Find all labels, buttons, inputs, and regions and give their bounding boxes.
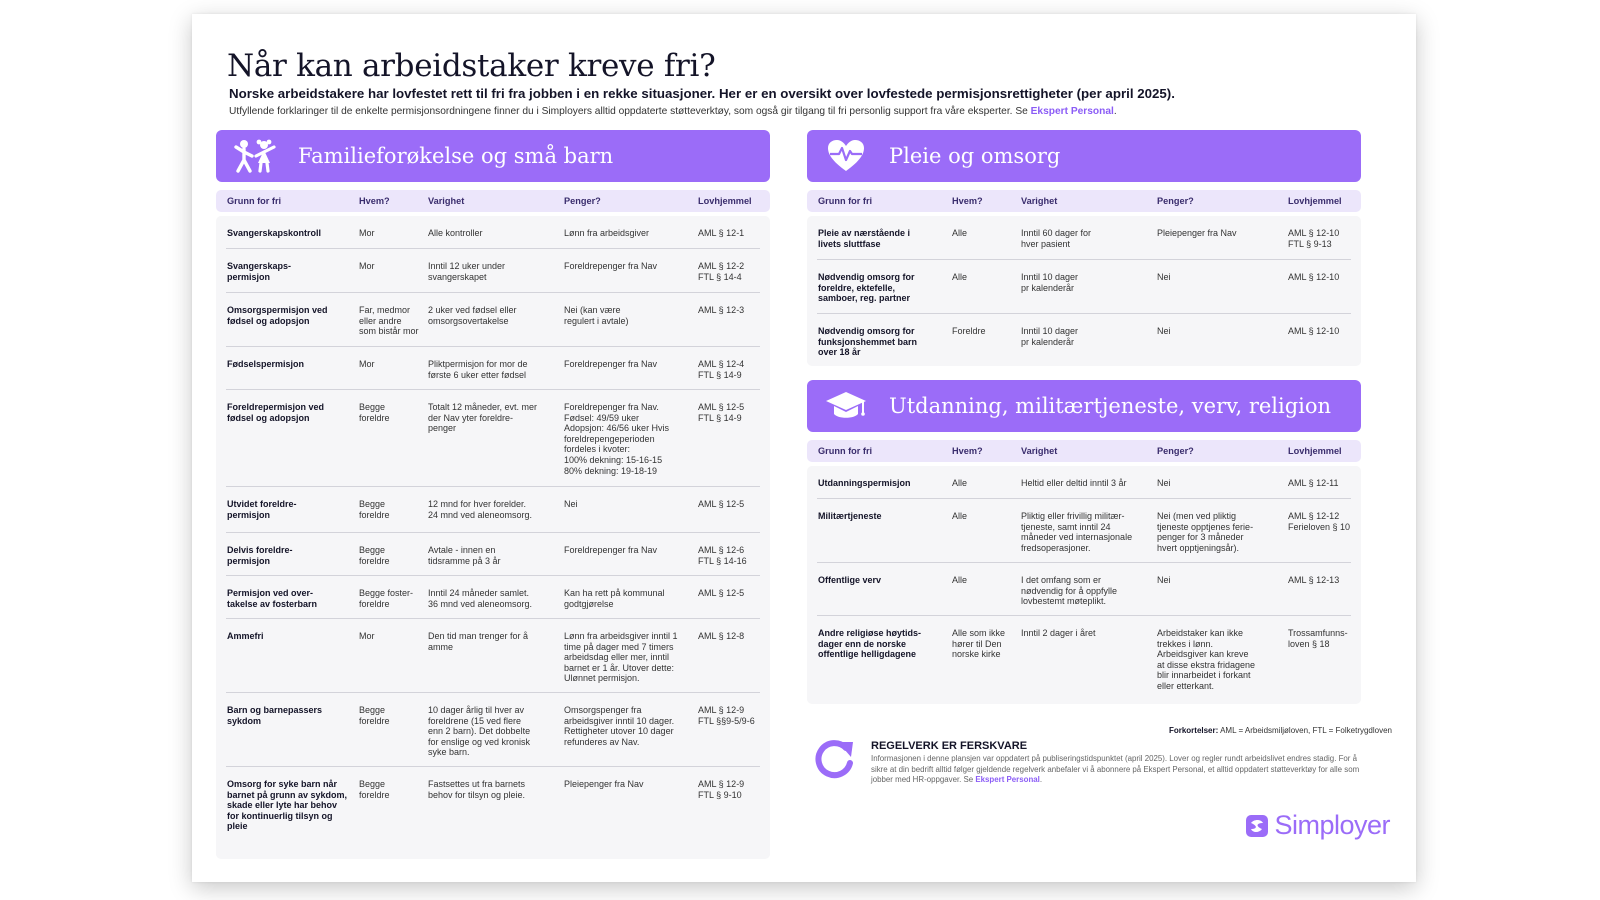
cell-reason: Barn og barnepassers sykdom xyxy=(227,705,323,726)
cell-law: AML § 12-1 xyxy=(698,228,745,238)
cell-duration: 12 mnd for hver forelder. 24 mnd ved aleneomsorg. xyxy=(428,499,533,520)
graduation-cap-icon xyxy=(821,386,871,426)
cell-who: Far, medmor eller andre som bistår mor xyxy=(359,305,419,337)
cell-reason: Fødselspermisjon xyxy=(227,359,305,369)
cell-law: AML § 12-5 xyxy=(698,588,745,598)
family-icon xyxy=(230,136,280,176)
cell-reason: Permisjon ved over- takelse av fosterbarn xyxy=(227,588,318,609)
simployer-logo[interactable] xyxy=(1246,810,1390,841)
col-who: Hvem? xyxy=(952,446,983,456)
section-title-education: Utdanning, militærtjeneste, verv, religion xyxy=(889,394,1332,418)
cell-who: Alle xyxy=(952,478,968,488)
cell-reason: Andre religiøse høytids- dager enn de norske offentlige helligdagene xyxy=(818,628,922,660)
section-band-care xyxy=(807,130,1361,182)
brand-name: Simployer xyxy=(1274,810,1390,840)
cell-money: Kan ha rett på kommunal godtgjørelse xyxy=(564,588,665,609)
table-header-education xyxy=(807,440,1361,462)
cell-reason: Militærtjeneste xyxy=(818,511,882,521)
cell-who: Alle xyxy=(952,228,968,238)
col-reason: Grunn for fri xyxy=(818,446,873,456)
update-text xyxy=(871,754,1361,786)
page-subtitle: Norske arbeidstakere har lovfestet rett til fri fra jobben i en rekke situasjoner. Her er en oversikt over lovfestede permisjonsrettigheter (per april 2025). xyxy=(229,86,1175,101)
cell-who: Alle xyxy=(952,272,968,282)
cell-duration: Totalt 12 måneder, evt. mer der Nav yter foreldre- penger xyxy=(428,402,538,434)
table-header-family xyxy=(216,190,770,212)
table-row xyxy=(817,466,1351,499)
table-row xyxy=(226,767,760,859)
cell-law: AML § 12-5 xyxy=(698,499,745,509)
cell-reason: Omsorg for syke barn når barnet på grunn av sykdom, skade eller lyte har behov for kontinuerlig tilsyn og pleie xyxy=(227,779,348,832)
col-money: Penger? xyxy=(1157,196,1194,206)
intro-body: Utfyllende forklaringer til de enkelte permisjonsordningene finner du i Simployers alltid oppdaterte støtteverktøy, som også gir tilgang til fri personlig support fra våre eksperter. Se xyxy=(229,106,1031,117)
section-band-family xyxy=(216,130,770,182)
infographic-sheet xyxy=(192,14,1416,882)
cell-money: Foreldrepenger fra Nav xyxy=(564,545,658,555)
cell-duration: Fastsettes ut fra barnets behov for tilsyn og pleie. xyxy=(428,779,526,800)
cell-duration: Inntil 24 måneder samlet. 36 mnd ved aleneomsorg. xyxy=(428,588,533,609)
cell-who: Begge foreldre xyxy=(359,499,390,520)
update-heading: REGELVERK ER FERSKVARE xyxy=(871,740,1028,752)
cell-duration: Pliktig eller frivillig militær- tjeneste, samt inntil 24 måneder ved internasjonale fredsoperasjoner. xyxy=(1021,511,1133,553)
cell-who: Mor xyxy=(359,359,375,369)
cell-money: Nei xyxy=(564,499,578,509)
table-row xyxy=(226,619,760,693)
cell-money: Omsorgspenger fra arbeidsgiver inntil 10 dager. Rettigheter utover 10 dager refunderes av Nav. xyxy=(564,705,675,747)
col-law: Lovhjemmel xyxy=(698,196,752,206)
table-row xyxy=(226,293,760,347)
table-header-care xyxy=(807,190,1361,212)
cell-law: AML § 12-4 FTL § 14-9 xyxy=(698,359,745,380)
cell-law: AML § 12-10 xyxy=(1288,326,1340,336)
cell-money: Pleiepenger fra Nav xyxy=(564,779,644,789)
cell-reason: Foreldrepermisjon ved fødsel og adopsjon xyxy=(227,402,325,423)
abbreviations-text: AML = Arbeidsmiljøloven, FTL = Folketrygdloven xyxy=(1218,726,1392,735)
table-education xyxy=(807,466,1361,704)
cell-money: Arbeidstaker kan ikke trekkes i lønn. Arbeidsgiver kan kreve at disse ekstra fridagene blir innarbeidet i forkant eller etterkant. xyxy=(1157,628,1256,691)
cell-money: Foreldrepenger fra Nav xyxy=(564,359,658,369)
section-band-education xyxy=(807,380,1361,432)
col-who: Hvem? xyxy=(952,196,983,206)
cell-who: Alle xyxy=(952,575,968,585)
cell-reason: Utvidet foreldre- permisjon xyxy=(227,499,297,520)
cell-law: AML § 12-3 xyxy=(698,305,745,315)
page-title: Når kan arbeidstaker kreve fri? xyxy=(227,48,716,84)
cell-money: Pleiepenger fra Nav xyxy=(1157,228,1237,238)
cell-law: AML § 12-12 Ferieloven § 10 xyxy=(1288,511,1351,532)
update-link-ekspert-personal[interactable]: Ekspert Personal xyxy=(975,775,1040,784)
cell-law: AML § 12-9 FTL §§9-5/9-6 xyxy=(698,705,755,726)
cell-who: Mor xyxy=(359,631,375,641)
section-title-family: Familieforøkelse og små barn xyxy=(298,144,614,168)
table-row xyxy=(226,487,760,533)
cell-law: AML § 12-6 FTL § 14-16 xyxy=(698,545,747,566)
cell-reason: Utdanningspermisjon xyxy=(818,478,911,488)
heart-pulse-icon xyxy=(821,136,871,176)
cell-reason: Pleie av nærstående i livets sluttfase xyxy=(818,228,911,249)
col-money: Penger? xyxy=(564,196,601,206)
cell-money: Nei (men ved pliktig tjeneste opptjenes ferie- penger for 3 måneder hvert opptjeningsår). xyxy=(1157,511,1254,553)
col-duration: Varighet xyxy=(1021,196,1058,206)
col-law: Lovhjemmel xyxy=(1288,446,1342,456)
table-row xyxy=(817,314,1351,366)
cell-who: Begge foreldre xyxy=(359,545,390,566)
intro-link-ekspert-personal[interactable]: Ekspert Personal xyxy=(1030,106,1114,117)
refresh-icon xyxy=(812,738,860,786)
cell-money: Nei xyxy=(1157,575,1171,585)
cell-money: Nei xyxy=(1157,478,1171,488)
cell-who: Alle som ikke hører til Den norske kirke xyxy=(952,628,1006,660)
section-title-care: Pleie og omsorg xyxy=(889,144,1061,168)
cell-duration: I det omfang som er nødvendig for å oppfylle lovbestemt møteplikt. xyxy=(1021,575,1118,607)
table-row xyxy=(226,576,760,619)
cell-money: Lønn fra arbeidsgiver inntil 1 time på dager med 7 timers arbeidsdag eller mer, inntil barnet er 1 år. Utover dette: Ulønnet permisjon. xyxy=(564,631,678,684)
col-duration: Varighet xyxy=(428,196,465,206)
col-money: Penger? xyxy=(1157,446,1194,456)
cell-duration: Inntil 10 dager pr kalenderår xyxy=(1021,326,1079,347)
simployer-logo-icon xyxy=(1246,815,1268,837)
cell-who: Begge foreldre xyxy=(359,402,390,423)
table-row xyxy=(817,563,1351,616)
cell-duration: 2 uker ved fødsel eller omsorgsovertakelse xyxy=(428,305,517,326)
table-row xyxy=(817,616,1351,704)
cell-law: AML § 12-11 xyxy=(1288,478,1339,488)
cell-who: Foreldre xyxy=(952,326,986,336)
abbreviations-label: Forkortelser: xyxy=(1168,726,1219,735)
cell-who: Begge foreldre xyxy=(359,705,390,726)
cell-duration: Den tid man trenger for å amme xyxy=(428,631,529,652)
cell-who: Mor xyxy=(359,261,375,271)
cell-who: Begge foster- foreldre xyxy=(359,588,414,609)
cell-who: Alle xyxy=(952,511,968,521)
cell-duration: Alle kontroller xyxy=(428,228,483,238)
table-row xyxy=(817,499,1351,563)
col-reason: Grunn for fri xyxy=(227,196,282,206)
cell-duration: 10 dager årlig til hver av foreldrene (15 ved flere enn 2 barn). Det dobbelte for enslige og ved kronisk syke barn. xyxy=(428,705,531,758)
abbreviations-note xyxy=(1169,726,1392,735)
cell-money: Nei (kan være regulert i avtale) xyxy=(564,305,629,326)
cell-law: AML § 12-8 xyxy=(698,631,745,641)
cell-reason: Omsorgspermisjon ved fødsel og adopsjon xyxy=(227,305,328,326)
cell-law: AML § 12-9 FTL § 9-10 xyxy=(698,779,745,800)
cell-money: Nei xyxy=(1157,326,1171,336)
cell-law: AML § 12-2 FTL § 14-4 xyxy=(698,261,745,282)
cell-money: Lønn fra arbeidsgiver xyxy=(564,228,650,238)
cell-reason: Ammefri xyxy=(227,631,264,641)
table-family xyxy=(216,216,770,859)
table-row xyxy=(226,693,760,767)
cell-reason: Svangerskaps- permisjon xyxy=(227,261,292,282)
cell-reason: Offentlige verv xyxy=(818,575,882,585)
cell-money: Foreldrepenger fra Nav. Fødsel: 49/59 uker Adopsjon: 46/56 uker Hvis foreldrepengeperioden fordeles i kvoter: 100% dekning: 15-16-15 80% dekning: 19-18-19 xyxy=(564,402,670,476)
table-row xyxy=(226,249,760,293)
table-care xyxy=(807,216,1361,366)
intro-text xyxy=(229,106,1117,117)
cell-law: AML § 12-10 FTL § 9-13 xyxy=(1288,228,1340,249)
cell-duration: Heltid eller deltid inntil 3 år xyxy=(1021,478,1127,488)
cell-law: AML § 12-13 xyxy=(1288,575,1340,585)
cell-law: AML § 12-5 FTL § 14-9 xyxy=(698,402,745,423)
table-row xyxy=(226,347,760,390)
col-reason: Grunn for fri xyxy=(818,196,873,206)
cell-duration: Avtale - innen en tidsramme på 3 år xyxy=(428,545,501,566)
cell-money: Foreldrepenger fra Nav xyxy=(564,261,658,271)
update-body: Informasjonen i denne plansjen var oppdatert på publiseringstidspunktet (april 2025). Lover og regler rundt arbeidslivet endres stadig. For å sikre at din bedrift alltid følger gjeldende regelverk anbefaler vi å abonnere på Ekspert Personal, et alltid oppdatert støtteverktøy for alle som jobber med HR-oppgaver. Se xyxy=(871,754,1360,784)
cell-law: AML § 12-10 xyxy=(1288,272,1340,282)
table-row xyxy=(817,260,1351,314)
col-who: Hvem? xyxy=(359,196,390,206)
cell-money: Nei xyxy=(1157,272,1171,282)
cell-who: Mor xyxy=(359,228,375,238)
cell-reason: Delvis foreldre- permisjon xyxy=(227,545,293,566)
col-duration: Varighet xyxy=(1021,446,1058,456)
intro-end: . xyxy=(1113,106,1117,117)
cell-who: Begge foreldre xyxy=(359,779,390,800)
table-row xyxy=(817,216,1351,260)
table-row xyxy=(226,533,760,576)
cell-law: Trossamfunns- loven § 18 xyxy=(1288,628,1348,649)
update-end: . xyxy=(1039,775,1043,784)
cell-duration: Pliktpermisjon for mor de første 6 uker etter fødsel xyxy=(428,359,528,380)
cell-reason: Nødvendig omsorg for funksjonshemmet barn over 18 år xyxy=(818,326,918,358)
cell-reason: Svangerskapskontroll xyxy=(227,228,322,238)
cell-duration: Inntil 2 dager i året xyxy=(1021,628,1096,638)
table-row xyxy=(226,216,760,249)
cell-duration: Inntil 60 dager for hver pasient xyxy=(1021,228,1092,249)
cell-duration: Inntil 10 dager pr kalenderår xyxy=(1021,272,1079,293)
cell-reason: Nødvendig omsorg for foreldre, ektefelle, samboer, reg. partner xyxy=(818,272,915,304)
col-law: Lovhjemmel xyxy=(1288,196,1342,206)
table-row xyxy=(226,390,760,487)
cell-duration: Inntil 12 uker under svangerskapet xyxy=(428,261,506,282)
